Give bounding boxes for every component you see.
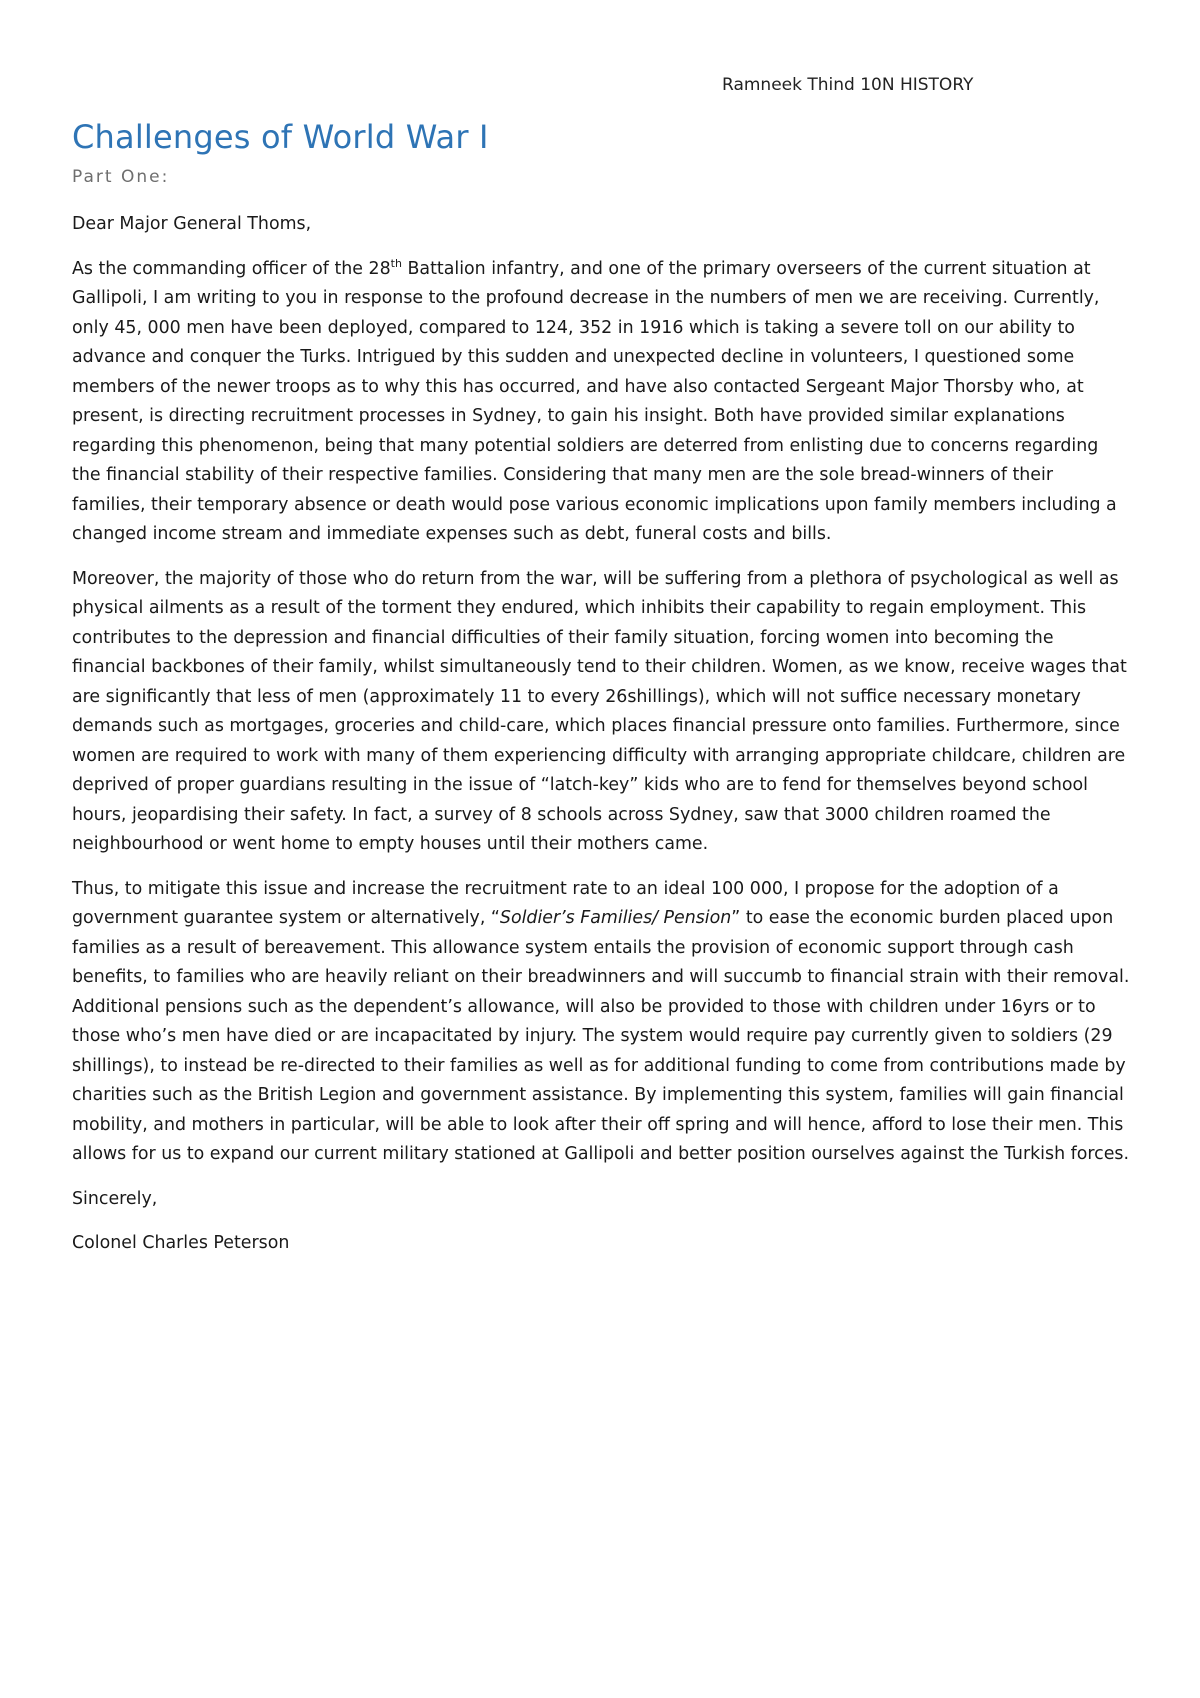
closing: Sincerely, — [72, 1188, 158, 1209]
paragraph-1 — [72, 255, 1130, 550]
author-header: Ramneek Thind 10N HISTORY — [722, 75, 974, 95]
signature: Colonel Charles Peterson — [72, 1233, 290, 1253]
document-title: Challenges of World War I — [72, 118, 489, 156]
paragraph-1-start: As the commanding officer of the 28 — [72, 258, 391, 279]
salutation: Dear Major General Thoms, — [72, 214, 312, 234]
paragraph-1-rest: Battalion infantry, and one of the primary overseers of the current situation at Gallipoli, I am writing to you in response to the profound decrease in the numbers of men we are receiving. Currently, only 45, 000 men have been deployed, compared to 124, 352 in 1916 which is taking a severe toll on our ability to advance and conquer the Turks. Intrigued by this sudden and unexpected decline in volunteers, I questioned some members of the newer troops as to why this has occurred, and have also contacted Sergeant Major Thorsby who, at present, is directing recruitment processes in Sydney, to gain his insight. Both have provided similar explanations regarding this phenomenon, being that many potential soldiers are deterred from enlisting due to concerns regarding the financial stability of their respective families. Considering that many men are the sole bread-winners of their families, their temporary absence or death would pose various economic implications upon family members including a changed income stream and immediate expenses such as debt, funeral costs and bills. — [72, 258, 1117, 544]
paragraph-3 — [72, 875, 1130, 1170]
ordinal-suffix: th — [390, 256, 402, 270]
paragraph-3-rest: ” to ease the economic burden placed upon families as a result of bereavement. This allowance system entails the provision of economic support through cash benefits, to families who are heavily reliant on their breadwinners and will succumb to financial strain with their removal. Additional pensions such as the dependent’s allowance, will also be provided to those with children under 16yrs or to those who’s men have died or are incapacitated by injury. The system would require pay currently given to soldiers (29 shillings), to instead be re-directed to their families as well as for additional funding to come from contributions made by charities such as the British Legion and government assistance. By implementing this system, families will gain financial mobility, and mothers in particular, will be able to look after their off spring and will hence, afford to lose their men. This allows for us to expand our current military stationed at Gallipoli and better position ourselves against the Turkish forces. — [72, 908, 1130, 1164]
paragraph-3-start: Thus, to mitigate this issue and increase the recruitment rate to an ideal 100 000, I propose for the adoption of a government guarantee system or alternatively, “ — [72, 878, 1059, 928]
document-subtitle: Part One: — [72, 167, 170, 187]
letter-body — [72, 210, 1130, 1274]
paragraph-2: Moreover, the majority of those who do return from the war, will be suffering from a plethora of psychological as well as physical ailments as a result of the torment they endured, which inhibits their capability to regain employment. This contributes to the depression and financial difficulties of their family situation, forcing women into becoming the financial backbones of their family, whilst simultaneously tend to their children. Women, as we know, receive wages that are significantly that less of men (approximately 11 to every 26shillings), which will not suffice necessary monetary demands such as mortgages, groceries and child-care, which places financial pressure onto families. Furthermore, since women are required to work with many of them experiencing difficulty with arranging appropriate childcare, children are deprived of proper guardians resulting in the issue of “latch-key” kids who are to fend for themselves beyond school hours, jeopardising their safety. In fact, a survey of 8 schools across Sydney, saw that 3000 children roamed the neighbourhood or went home to empty houses until their mothers came. — [72, 568, 1127, 854]
pension-name: Soldier’s Families/ Pension — [499, 908, 732, 928]
